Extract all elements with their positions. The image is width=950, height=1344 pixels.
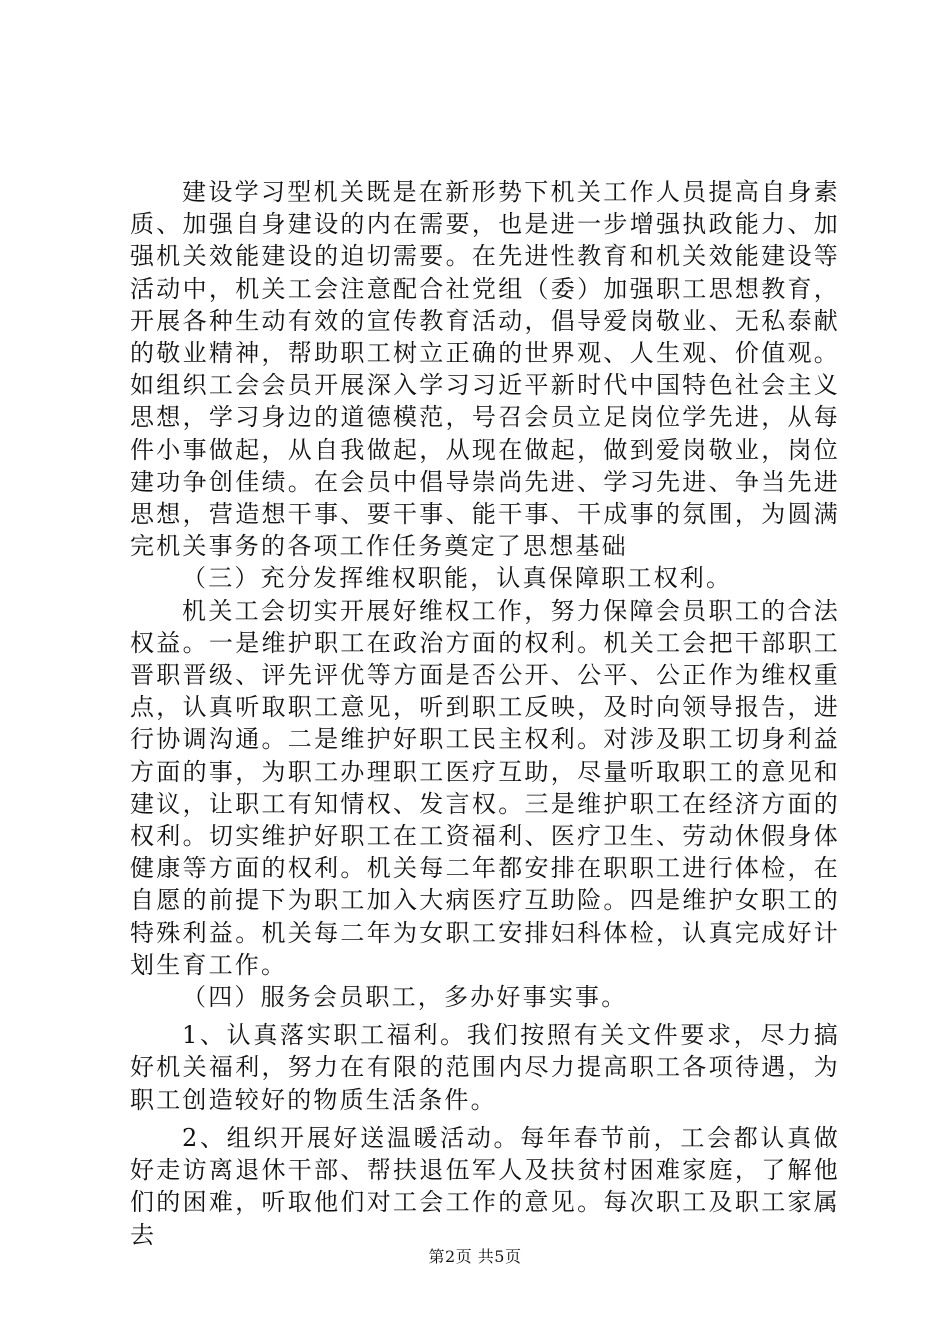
paragraph-rights-protection: 机关工会切实开展好维权工作，努力保障会员职工的合法权益。一是维护职工在政治方面的权利。机关工会把干部职工晋职晋级、评先评优等方面是否公开、公平、公正作为维权重点，认真听取职工意见，听到职工反映，及时向领导报告，进行协调沟通。二是维护好职工民主权利。对涉及职工切身利益方面的事，为职工办理职工医疗互助，尽量听取职工的意见和建议，让职工有知情权、发言权。三是维护职工在经济方面的权利。切实维护好职工在工资福利、医疗卫生、劳动休假身体健康等方面的权利。机关每二年都安排在职职工进行体检，在自愿的前提下为职工加入大病医疗互助险。四是维护女职工的特殊利益。机关每二年为女职工安排妇科体检，认真完成好计划生育工作。 bbox=[130, 596, 840, 979]
section-heading-service: （四）服务会员职工，多办好事实事。 bbox=[182, 983, 628, 1012]
paragraph-welfare: 1、认真落实职工福利。我们按照有关文件要求，尽力搞好机关福利，努力在有限的范围内尽力提高职工各项待遇，为职工创造较好的物质生活条件。 bbox=[130, 1021, 840, 1114]
page-footer: 第2页 共5页 bbox=[428, 1247, 522, 1266]
paragraph-learning-organization: 建设学习型机关既是在新形势下机关工作人员提高自身素质、加强自身建设的内在需要，也是进一步增强执政能力、加强机关效能建设的迫切需要。在先进性教育和机关效能建设等活动中，机关工会注意配合社党组（委）加强职工思想教育，开展各种生动有效的宣传教育活动，倡导爱岗敬业、无私泰献的敬业精神，帮助职工树立正确的世界观、人生观、价值观。如组织工会会员开展深入学习习近平新时代中国特色社会主义思想，学习身边的道德模范，号召会员立足岗位学先进，从每件小事做起，从自我做起，从现在做起，做到爱岗敬业，岗位建功争创佳绩。在会员中倡导崇尚先进、学习先进、争当先进思想，营造想干事、要干事、能干事、干成事的氛围，为圆满完机关事务的各项工作任务奠定了思想基础 bbox=[130, 178, 840, 561]
section-heading-rights: （三）充分发挥维权职能，认真保障职工权利。 bbox=[182, 564, 733, 593]
paragraph-warmth-activity: 2、组织开展好送温暖活动。每年春节前，工会都认真做好走访离退休干部、帮扶退伍军人及扶贫村困难家庭，了解他们的困难，听取他们对工会工作的意见。每次职工及职工家属去 bbox=[130, 1123, 840, 1249]
document-body bbox=[130, 176, 840, 1251]
